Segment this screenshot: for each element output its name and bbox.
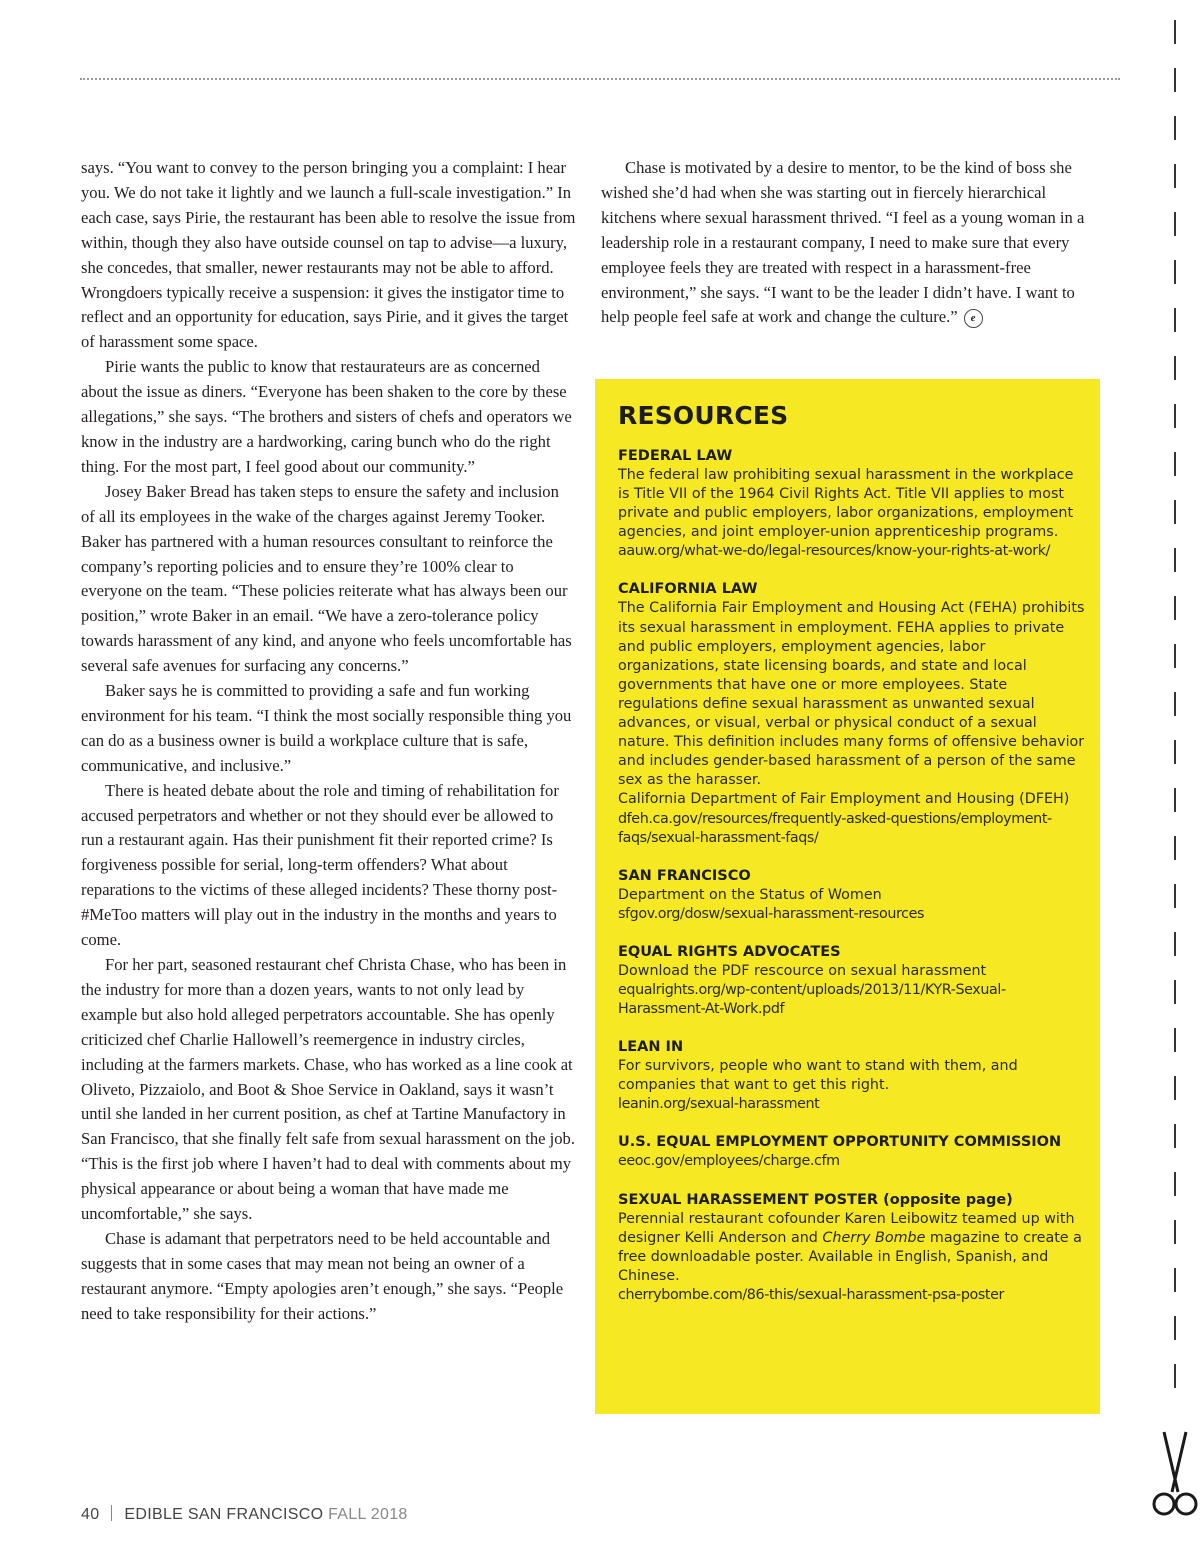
resource-eeoc	[618, 1133, 1088, 1171]
resource-description: The federal law prohibiting sexual harassment in the workplace is Title VII of the 1964 Civil Rights Act. Title VII applies to most private and public employers, labor organizations, employment agencies, and joint employer-union apprenticeship programs.	[618, 467, 1074, 541]
resource-san-francisco	[618, 867, 1088, 924]
article-paragraph: Pirie wants the public to know that restaurateurs are as concerned about the issue as diners. “Everyone has been shaken to the core by these allegations,” she says. “The brothers and sisters of chefs and operators we know in the industry are a hardworking, caring bunch who do the right thing. For the most part, I feel good about our community.”	[81, 357, 572, 476]
article-paragraph: For her part, seasoned restaurant chef Christa Chase, who has been in the industry for more than a dozen years, wants to not only lead by example but also hold alleged perpetrators accountable. She has openly criticized chef Charlie Hallowell’s reemergence in industry circles, including at the farmers markets. Chase, who has worked as a line cook at Oliveto, Pizzaiolo, and Boot & Shoe Service in Oakland, says it wasn’t until she landed in her current position, as chef at Tartine Manufactory in San Francisco, that she finally felt safe from sexual harassment on the job. “This is the first job where I haven’t had to deal with comments about my physical appearance or about being a woman that have made me uncomfortable,” she says.	[81, 955, 575, 1224]
resource-link[interactable]: dfeh.ca.gov/resources/frequently-asked-questions/employment-faqs/sexual-harassment-faqs/	[618, 810, 1052, 846]
closing-paragraph-text: Chase is motivated by a desire to mentor, to be the kind of boss she wished she’d had when she was starting out in fiercely hierarchical kitchens where sexual harassment thrived. “I feel as a young woman in a leadership role in a restaurant company, I need to make sure that every employee feels they are treated with respect in a harassment-free environment,” she says. “I want to be the leader I didn’t have. I want to help people feel safe at work and change the culture.”	[601, 158, 1085, 327]
poster-text-end: magazine to create a free downloadable poster. Available in English, Spanish, and Chinese.	[618, 1229, 1082, 1284]
page-number: 40	[81, 1506, 100, 1523]
resource-link[interactable]: leanin.org/sexual-harassment	[618, 1096, 820, 1113]
resources-title: RESOURCES	[618, 401, 789, 430]
article-paragraph: Baker says he is committed to providing a safe and fun working environment for his team. “I think the most socially responsible thing you can do as a business owner is build a workplace culture that is safe, communicative, and inclusive.”	[81, 681, 572, 775]
resource-description: The California Fair Employment and Housing Act (FEHA) prohibits its sexual harassment in employment. FEHA applies to private and public employers, employment agencies, labor organizations, state licensing boards, and state and local governments that have one or more employees. State regulations define sexual harassment as unwanted sexual advances, or visual, verbal or physical conduct of a sexual nature. This definition includes many forms of offensive behavior and includes gender-based harassment of a person of the same sex as the harasser.	[618, 600, 1085, 789]
publication-name: EDIBLE SAN FRANCISCO	[124, 1506, 324, 1523]
resource-link[interactable]: eeoc.gov/employees/charge.cfm	[618, 1153, 840, 1170]
resources-sidebar	[595, 379, 1100, 1414]
magazine-name: Cherry Bombe	[822, 1229, 926, 1246]
resource-heading: SEXUAL HARASSEMENT POSTER (opposite page)	[618, 1191, 1013, 1208]
scissors-icon	[1150, 1430, 1200, 1520]
article-right-column	[601, 156, 1096, 330]
resource-description	[618, 1210, 1088, 1286]
cut-line	[1168, 20, 1182, 1420]
article-paragraph: Josey Baker Bread has taken steps to ensure the safety and inclusion of all its employees in the wake of the charges against Jeremy Tooker. Baker has partnered with a human resources consultant to reinforce the company’s reporting policies and to ensure they’re 100% clear to everyone on the team. “These policies reiterate what has always been our position,” wrote Baker in an email. “We have a zero-tolerance policy towards harassment of any kind, and anyone who feels uncomfortable has several safe avenues for surfacing any concerns.”	[81, 481, 572, 676]
resource-description: For survivors, people who want to stand with them, and companies that want to get this right.	[618, 1058, 1018, 1094]
resource-heading: SAN FRANCISCO	[618, 867, 751, 884]
resource-heading: EQUAL RIGHTS ADVOCATES	[618, 943, 841, 960]
page-footer	[81, 1505, 408, 1524]
article-paragraph: There is heated debate about the role and timing of rehabilitation for accused perpetrators and whether or not they should ever be allowed to run a restaurant again. Has their punishment fit their reported crime? Is forgiveness possible for serial, long-term offenders? What about reparations to the victims of these alleged incidents? These thorny post-#MeToo matters will play out in the industry in the months and years to come.	[81, 780, 559, 950]
resource-federal-law	[618, 447, 1088, 561]
issue-season: FALL 2018	[328, 1506, 408, 1523]
resource-lean-in	[618, 1038, 1088, 1114]
resource-heading: FEDERAL LAW	[618, 448, 733, 464]
resource-heading: CALIFORNIA LAW	[618, 581, 758, 598]
resource-source: California Department of Fair Employment and Housing (DFEH)	[618, 791, 1070, 808]
resource-link[interactable]: sfgov.org/dosw/sexual-harassment-resources	[618, 905, 925, 922]
article-paragraph	[601, 156, 1096, 330]
resource-description: Download the PDF rescource on sexual harassment	[618, 962, 987, 979]
resources-list	[618, 447, 1088, 1324]
article-left-column	[81, 156, 576, 1327]
resource-description: Department on the Status of Women	[618, 886, 882, 903]
resource-link[interactable]: equalrights.org/wp-content/uploads/2013/11/KYR-Sexual-Harassment-At-Work.pdf	[618, 981, 1006, 1018]
resource-equal-rights-advocates	[618, 943, 1088, 1019]
end-mark-icon: e	[964, 309, 983, 328]
resource-link[interactable]: aauw.org/what-we-do/legal-resources/know-your-rights-at-work/	[618, 543, 1050, 560]
resource-poster	[618, 1191, 1088, 1305]
resource-california-law	[618, 580, 1088, 847]
article-paragraph: Chase is adamant that perpetrators need to be held accountable and suggests that in some cases that may mean not being an owner of a restaurant anymore. “Empty apologies aren’t enough,” she says. “People need to take responsibility for their actions.”	[81, 1228, 564, 1323]
poster-text-start: Perennial restaurant cofounder Karen Leibowitz teamed up with designer Kelli Anderson and	[618, 1210, 1075, 1246]
resource-heading: U.S. EQUAL EMPLOYMENT OPPORTUNITY COMMISSION	[618, 1134, 1062, 1151]
resource-link[interactable]: cherrybombe.com/86-this/sexual-harassment-psa-poster	[618, 1286, 1004, 1303]
resource-heading: LEAN IN	[618, 1039, 684, 1056]
footer-divider	[111, 1505, 112, 1521]
dotted-divider	[80, 78, 1120, 80]
article-paragraph: says. “You want to convey to the person bringing you a complaint: I hear you. We do not take it lightly and we launch a full-scale investigation.” In each case, says Pirie, the restaurant has been able to resolve the issue from within, though they also have outside counsel on tap to advise—a luxury, she concedes, that smaller, newer restaurants may not be able to afford. Wrongdoers typically receive a suspension: it gives the instigator time to reflect and an opportunity for education, says Pirie, and it gives the target of harassment some space.	[81, 158, 576, 352]
